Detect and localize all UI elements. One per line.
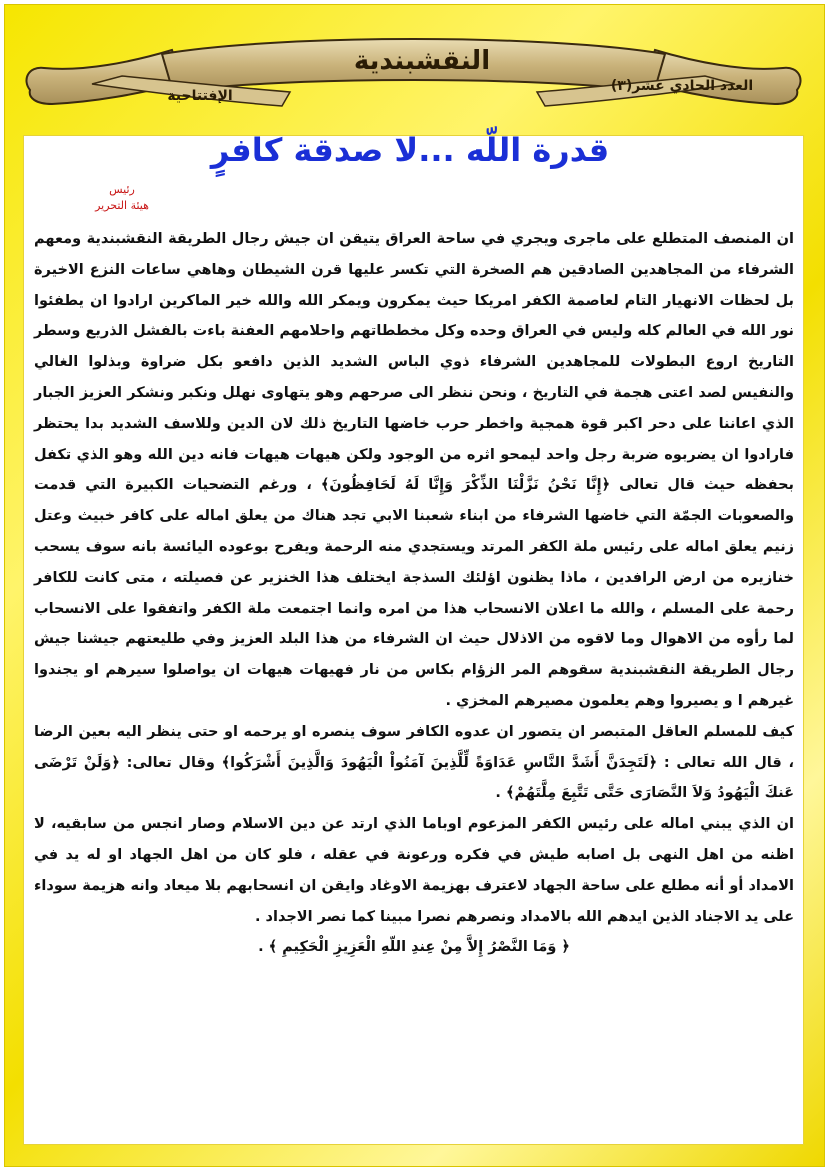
closing-verse: ﴿ وَمَا النَّصْرُ إِلاَّ مِنْ عِندِ اللّهِ الْعَزِيزِ الْحَكِيمِ ﴾ . [258, 939, 570, 956]
byline [74, 182, 170, 214]
magazine-title: النقشبندية [353, 46, 491, 76]
article-body [34, 224, 794, 1144]
paragraph-1: ان المنصف المتطلع على ماجرى ويجري في ساحة العراق يتيقن ان جيش رجال الطريقة النقشبندية ومعهم الشرفاء من المجاهدين الصادقين هم الصخرة التي تكسر عليها قرن الشيطان وهاهي ساعات النزع الاخيرة بل لحظات الانهيار التام لعاصمة الكفر امريكا حيث يمكرون ويمكر الله والله خير الماكرين ارادوا ان يطفئوا نور الله في العالم كله وليس في العراق وحده وكل مخططاتهم واحلامهم العفنة باءت بالفشل الذريع وسطر التاريخ اروع البطولات للمجاهدين الشرفاء ذوي الباس الشديد الذين دافعو بكل ضراوة وبذلوا الغالي والنفيس لصد اعتى هجمة في التاريخ ، ونحن ننظر الى صرحهم وهو يتهاوى نهلل ونكبر ونشكر العزيز الجبار الذي اعاننا على دحر اكبر قوة همجية واخطر حرب خاضها التاريخ ذلك لان الدين وللاسف الشديد بدا يحتظر فارادوا ان يضربوه ضربة رجل واحد ليمحو اثره من الوجود ولكن هيهات هيهات فانه دين الله وهو الذي تكفل بحفظه حيث قال تعالى ﴿إِنَّا نَحْنُ نَزَّلْنَا الذِّكْرَ وَإِنَّا لَهُ لَحَافِظُونَ﴾ ، ورغم التضحيات الكبيرة التي قدمت والصعوبات الجمّة التي خاضها الشرفاء من ابناء شعبنا الابي تجد هناك من يعلق اماله على كافر خبيث وعتل زنيم يعلق اماله على رئيس ملة الكفر المرتد ويستجدي منه الرحمة ويفرح بوعوده اليائسة بانه سوف يسحب خنازيره من ارض الرافدين ، ماذا يظنون اؤلئك السذجة ايختلف هذا الخنزير عن فصيلته ، متى كانت للكافر رحمة على المسلم ، والله ما اعلان الانسحاب هذا من امره وانما اجتمعت ملة الكفر واتفقوا على الانسحاب لما رأوه من الاهوال وما لاقوه من الاذلال حيث ان الشرفاء من هذا البلد العزيز وفي طليعتهم جيشنا جيش رجال الطريقة النقشبندية سقوهم المر الزؤام بكاس من نار فهيهات هيهات ان يواصلوا سيرهم او يجندوا غيرهم ا و يصيروا وهم يعلمون مصيرهم المخزي . [34, 231, 794, 709]
byline-org: هيئة التحرير [95, 199, 149, 212]
article-headline: قدرة اللّه ...لا صدقة كافرٍ [210, 131, 610, 169]
header-banner [22, 32, 805, 116]
section-name: الإفتتاحية [167, 88, 233, 104]
paragraph-2: كيف للمسلم العاقل المتبصر ان يتصور ان عدوه الكافر سوف ينصره او يرحمه او حتى ينظر اليه بعين الرضا ، قال الله تعالى : ﴿لَتَجِدَنَّ أَشَدَّ النَّاسِ عَدَاوَةً لِّلَّذِينَ آمَنُواْ الْيَهُودَ وَالَّذِينَ أَشْرَكُوا﴾ وقال تعالى: ﴿وَلَنْ تَرْضَى عَنكَ الْيَهُودُ وَلاَ النَّصَارَى حَتَّى تَتَّبِعَ مِلَّتَهُمْ﴾ . [34, 723, 794, 802]
paragraph-3: ان الذي يبني اماله على رئيس الكفر المزعوم اوباما الذي ارتد عن دين الاسلام وصار انجس من سابقيه، لا اظنه من اهل النهى بل اصابه طيش في فكره ورعونة في عقله ، فلو كان من اهل الجهاد او له يد في الامداد أو أنه مطلع على ساحة الجهاد لاعترف بهزيمة الاوغاد وايقن ان انسحابهم بلا ميعاد وانه هزيمة سوداء على يد الاجناد الذين ايدهم الله بالامداد ونصرهم نصرا مبينا كما نصر الاجداد . [34, 816, 794, 925]
byline-role: رئيس [109, 183, 135, 196]
issue-number: العدد الحادي عشر(٣) [610, 78, 754, 94]
